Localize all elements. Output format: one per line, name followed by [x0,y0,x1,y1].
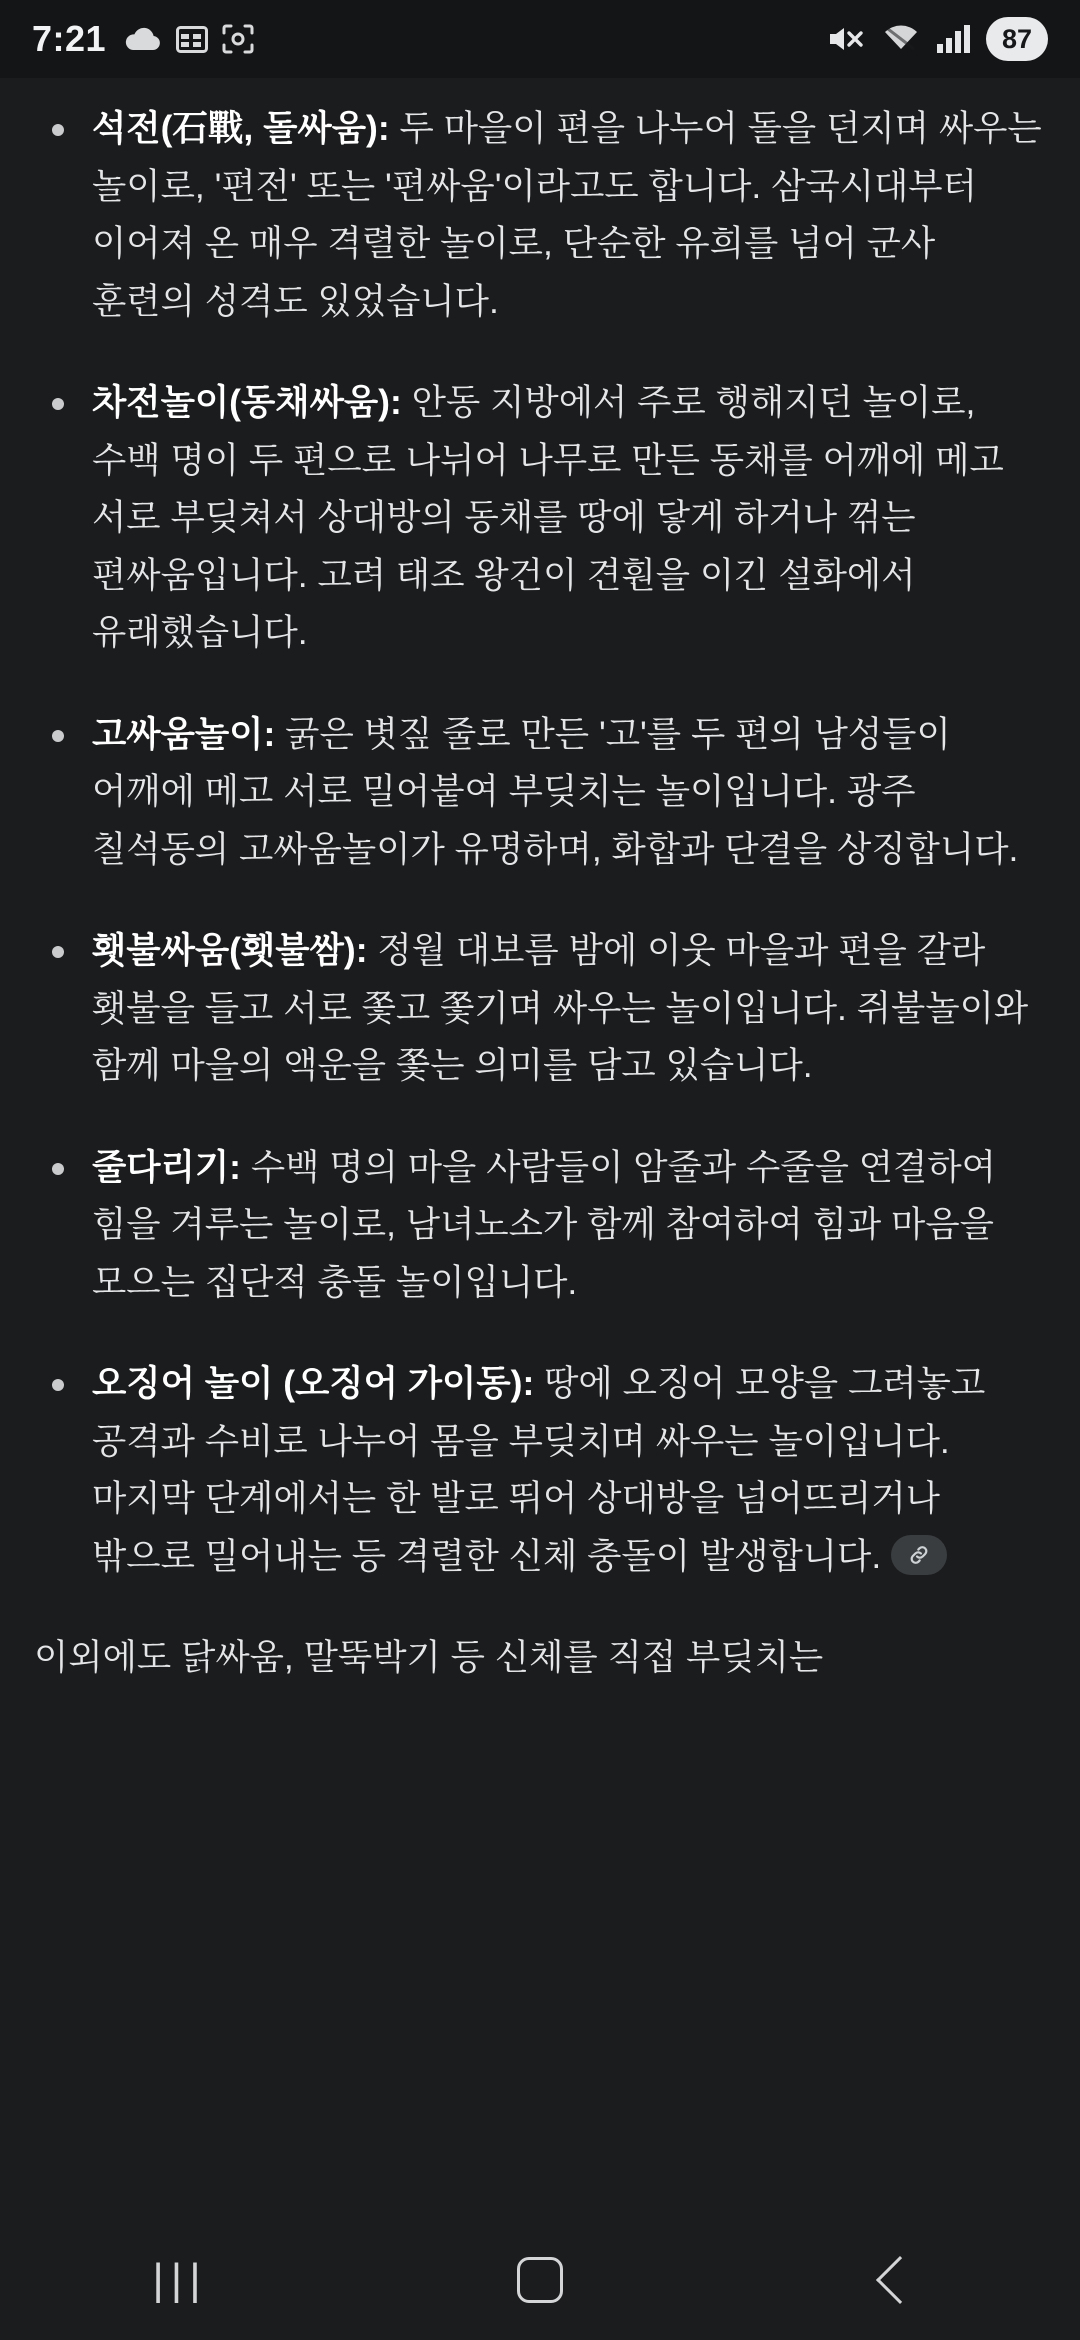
article-content [0,78,1080,2220]
back-button[interactable] [800,2220,1000,2340]
bullet-body: 두 마을이 편을 나누어 돌을 던지며 싸우는 놀이로, '편전' 또는 '편싸움'이라고도 합니다. 삼국시대부터 이어져 온 매우 격렬한 놀이로, 단순한 유희를 넘어 군사 훈련의 성격도 있었습니다. [92,108,1042,321]
bullet-term: 오징어 놀이 (오징어 가이동): [92,1363,535,1403]
battery-indicator: 87 [986,17,1048,61]
bullet-body: 굵은 볏짚 줄로 만든 '고'를 두 편의 남성들이 어깨에 메고 서로 밀어붙여 부딪치는 놀이입니다. 광주 칠석동의 고싸움놀이가 유명하며, 화합과 단결을 상징합니다. [92,713,1019,869]
bullet-body: 땅에 오징어 모양을 그려놓고 공격과 수비로 나누어 몸을 부딪치며 싸우는 놀이입니다. 마지막 단계에서는 한 발로 뛰어 상대방을 넘어뜨리거나 밖으로 밀어내는 등 격렬한 신체 충돌이 발생합니다. [92,1363,986,1576]
status-time: 7:21 [32,18,107,59]
signal-icon [936,24,970,54]
mute-icon [826,23,866,55]
status-right-icons [826,17,1048,61]
bullet-text [92,1139,1046,1312]
bullet-term: 횃불싸움(횃불쌈): [92,930,368,970]
bullet-body: 안동 지방에서 주로 행해지던 놀이로, 수백 명이 두 편으로 나뉘어 나무로 만든 동채를 어깨에 메고 서로 부딪쳐서 상대방의 동채를 땅에 닿게 하거나 꺾는 편싸움입니다. 고려 태조 왕건이 견훤을 이긴 설화에서 유래했습니다. [92,382,1004,652]
home-button[interactable] [440,2220,640,2340]
source-link-chip[interactable] [891,1535,947,1575]
bullet-text [92,706,1046,879]
list-item [34,922,1046,1095]
closing-paragraph: 이외에도 닭싸움, 말뚝박기 등 신체를 직접 부딪치는 [34,1637,824,1677]
bullet-term: 차전놀이(동채싸움): [92,382,402,422]
bullet-text [92,100,1046,330]
bullet-term: 줄다리기: [92,1146,241,1187]
list-item [34,706,1046,879]
bullet-text [92,374,1046,662]
home-icon [517,2257,563,2303]
navigation-bar [0,2220,1080,2340]
bullet-body: 정월 대보름 밤에 이웃 마을과 편을 갈라 횃불을 들고 서로 쫓고 쫓기며 싸우는 놀이입니다. 쥐불놀이와 함께 마을의 액운을 쫓는 의미를 담고 있습니다. [92,930,1029,1085]
back-icon [876,2256,924,2304]
bullet-text [92,1355,1046,1585]
cloud-icon [124,26,162,52]
calendar-icon [176,24,208,54]
list-item [34,1355,1046,1585]
recents-icon: ||| [152,2255,208,2304]
status-left-icons [124,24,254,54]
bullet-term: 고싸움놀이: [92,713,276,754]
bullet-text [92,922,1046,1095]
list-item [34,374,1046,662]
bullet-term: 석전(石戰, 돌싸움): [92,108,390,148]
bullet-list [34,100,1046,1585]
screenshot-icon [222,24,254,54]
bullet-body: 수백 명의 마을 사람들이 암줄과 수줄을 연결하여 힘을 겨루는 놀이로, 남녀노소가 함께 참여하여 힘과 마음을 모으는 집단적 충돌 놀이입니다. [92,1146,996,1302]
list-item [34,100,1046,330]
list-item [34,1139,1046,1312]
status-bar [0,0,1080,78]
wifi-icon [882,24,920,54]
recents-button[interactable] [80,2220,280,2340]
